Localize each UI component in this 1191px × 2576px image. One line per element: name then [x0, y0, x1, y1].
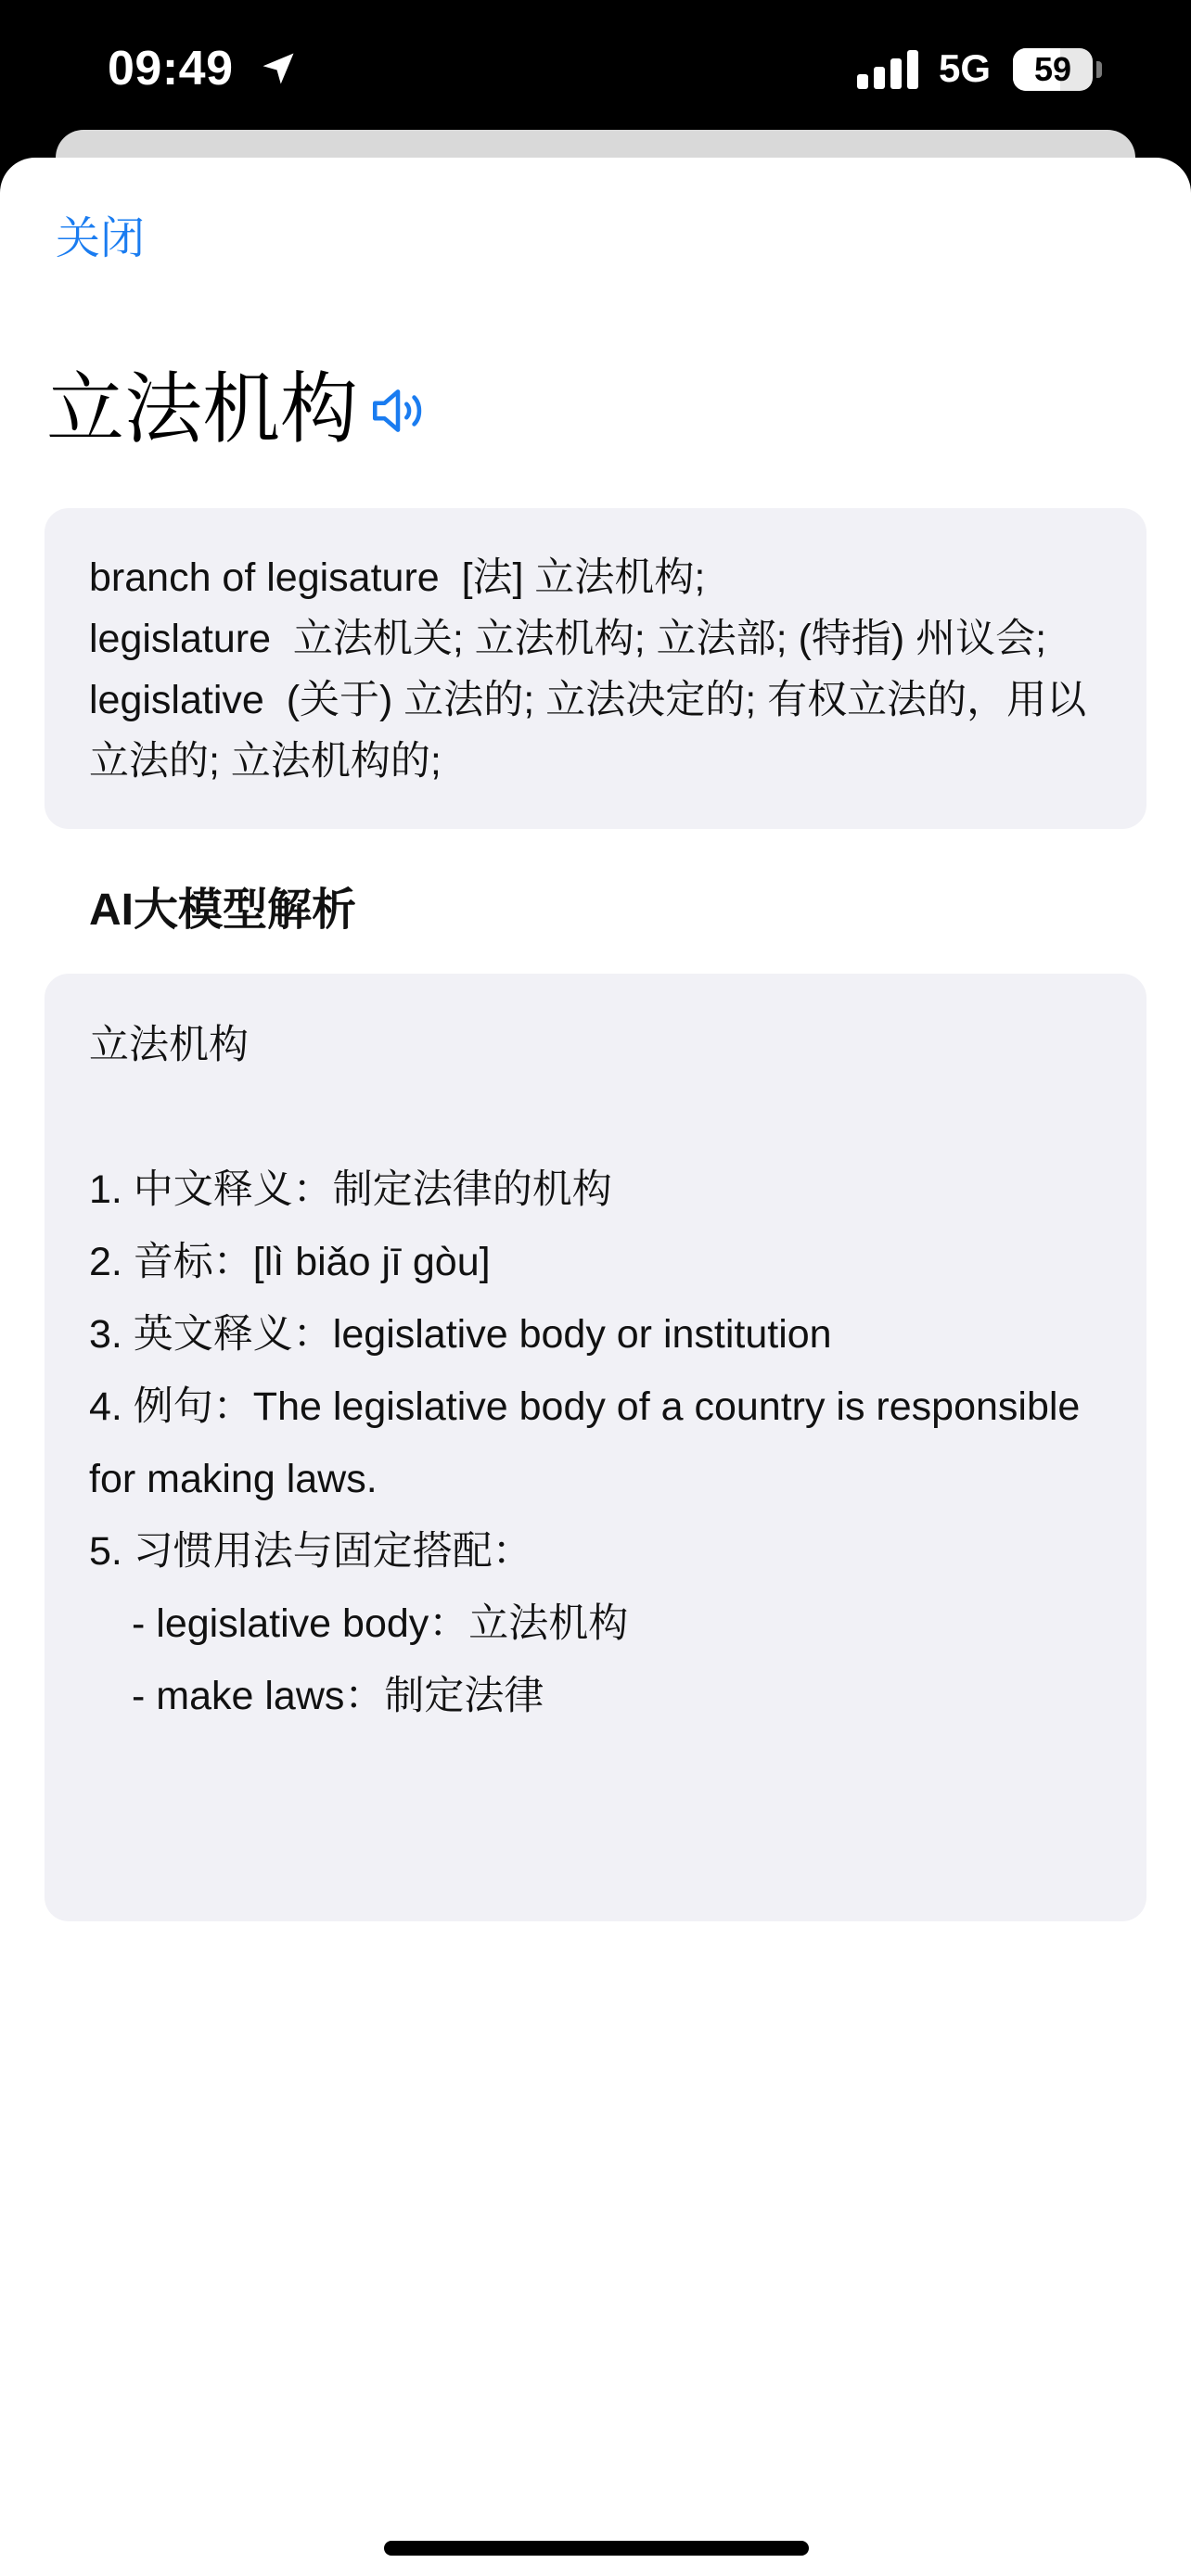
location-arrow-icon	[258, 48, 299, 89]
battery-cap	[1096, 61, 1102, 78]
network-type: 5G	[939, 46, 992, 90]
ai-item-phonetic: 2. 音标：[lì biǎo jī gòu]	[89, 1240, 491, 1284]
home-indicator[interactable]	[384, 2541, 809, 2556]
speaker-icon[interactable]	[367, 380, 429, 441]
ai-term: 立法机构	[89, 1023, 249, 1067]
ai-usage-sub-item: - legislative body：立法机构	[132, 1601, 629, 1646]
page-title: 立法机构	[46, 365, 359, 453]
battery-icon	[1013, 48, 1093, 91]
definition-line: legislature 立法机关; 立法机构; 立法部; (特指) 州议会;	[89, 617, 1047, 661]
ai-item-example: 4. 例句：The legislative body of a country is responsible for making laws.	[89, 1384, 1092, 1501]
dictionary-definitions-card	[45, 508, 1146, 829]
ai-item-english: 3. 英文释义：legislative body or institution	[89, 1312, 832, 1357]
signal-bars-icon	[857, 50, 920, 89]
status-bar	[0, 0, 1191, 139]
ai-section-heading: AI大模型解析	[89, 886, 357, 935]
battery-percentage: 59	[1033, 50, 1072, 88]
ai-item-meaning: 1. 中文释义：制定法律的机构	[89, 1167, 612, 1212]
definition-line: legislative (关于) 立法的; 立法决定的; 有权立法的，用以立法的; 立法机构的;	[89, 678, 1087, 784]
dictionary-sheet	[0, 158, 1191, 2576]
close-button[interactable]: 关闭	[56, 214, 146, 263]
status-time: 09:49	[108, 42, 234, 96]
definition-line: branch of legisature [法] 立法机构;	[89, 555, 706, 600]
ai-analysis-card	[45, 974, 1146, 1921]
ai-usage-sub-item: - make laws：制定法律	[132, 1674, 544, 1718]
ai-item-usage: 5. 习惯用法与固定搭配：	[89, 1529, 532, 1574]
